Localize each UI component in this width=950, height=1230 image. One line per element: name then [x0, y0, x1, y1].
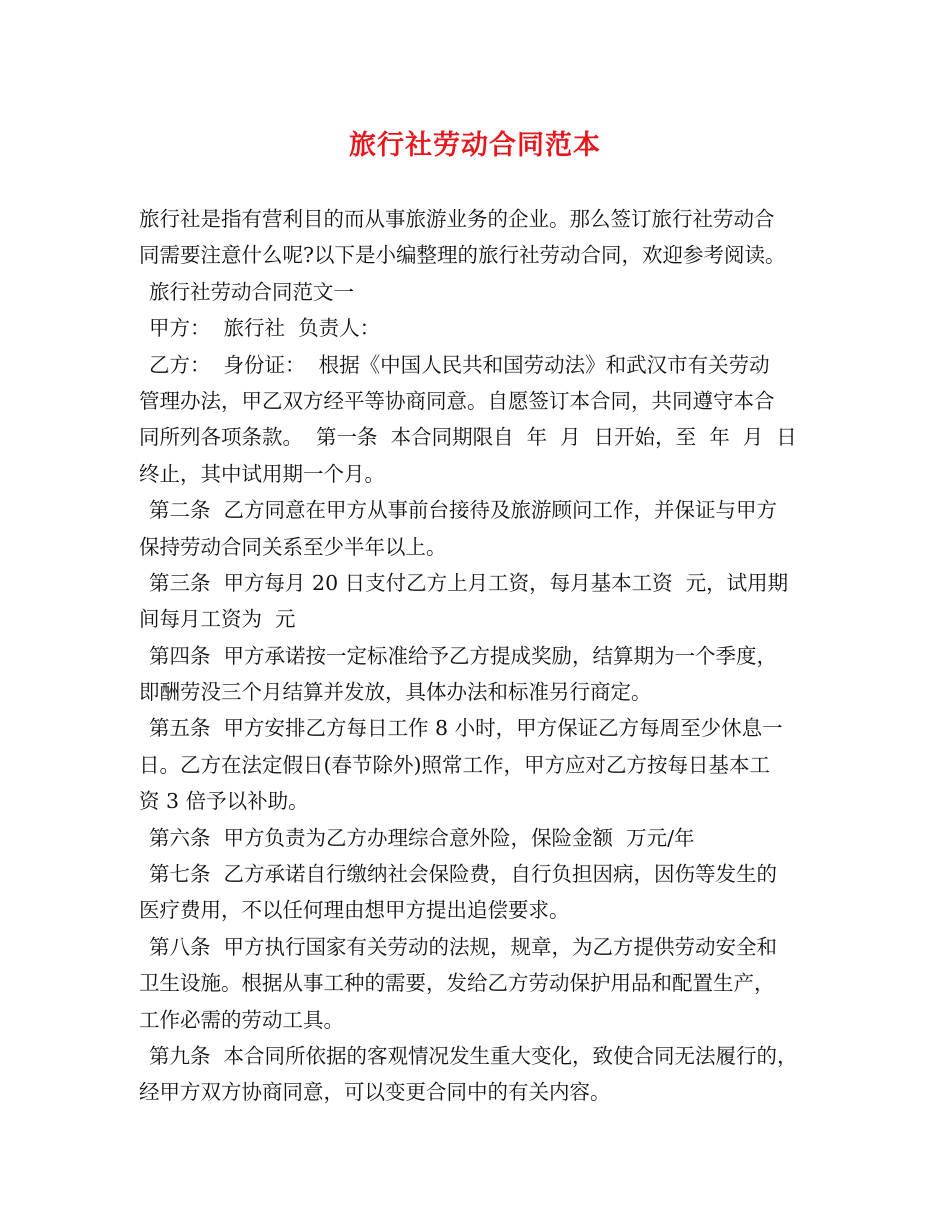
- paragraph-line: 间每月工资为 元: [139, 607, 296, 632]
- paragraph-line: 保持劳动合同关系至少半年以上。: [139, 534, 447, 559]
- paragraph-line: 工作必需的劳动工具。: [139, 1007, 344, 1032]
- article-2-line: 第二条 乙方同意在甲方从事前台接待及旅游顾问工作，并保证与甲方: [149, 498, 778, 523]
- paragraph-line: 同所列各项条款。 第一条 本合同期限自 年 月 日开始，至 年 月 日: [139, 425, 797, 450]
- paragraph-line: 日。乙方在法定假日(春节除外)照常工作，甲方应对乙方按每日基本工: [139, 752, 770, 777]
- paragraph-line: 卫生设施。根据从事工种的需要，发给乙方劳动保护用品和配置生产，: [139, 971, 775, 996]
- article-9-line: 第九条 本合同所依据的客观情况发生重大变化，致使合同无法履行的，: [149, 1043, 798, 1068]
- section-heading: 旅行社劳动合同范文一: [149, 279, 354, 304]
- paragraph-line: 即酬劳没三个月结算并发放，具体办法和标准另行商定。: [139, 680, 652, 705]
- article-5-line: 第五条 甲方安排乙方每日工作 8 小时，甲方保证乙方每周至少休息一: [149, 716, 783, 741]
- paragraph-line: 终止，其中试用期一个月。: [139, 461, 385, 486]
- article-7-line: 第七条 乙方承诺自行缴纳社会保险费，自行负担因病，因伤等发生的: [149, 862, 778, 887]
- paragraph-line: 同需要注意什么呢?以下是小编整理的旅行社劳动合同，欢迎参考阅读。: [139, 243, 786, 268]
- paragraph-line: 旅行社是指有营利目的而从事旅游业务的企业。那么签订旅行社劳动合: [139, 207, 775, 231]
- article-3-line: 第三条 甲方每月 20 日支付乙方上月工资，每月基本工资 元，试用期: [149, 570, 789, 595]
- paragraph-line: 医疗费用，不以任何理由想甲方提出追偿要求。: [139, 898, 570, 923]
- paragraph-line: 资 3 倍予以补助。: [139, 789, 309, 814]
- article-6-line: 第六条 甲方负责为乙方办理综合意外险，保险金额 万元/年: [149, 825, 695, 850]
- party-a-line: 甲方： 旅行社 负责人：: [149, 316, 381, 341]
- article-8-line: 第八条 甲方执行国家有关劳动的法规，规章，为乙方提供劳动安全和: [149, 934, 778, 959]
- article-4-line: 第四条 甲方承诺按一定标准给予乙方提成奖励，结算期为一个季度，: [149, 643, 778, 668]
- paragraph-line: 经甲方双方协商同意，可以变更合同中的有关内容。: [139, 1080, 611, 1105]
- document-body: [139, 201, 816, 1111]
- document-title: 旅行社劳动合同范本: [349, 130, 601, 161]
- paragraph-line: 管理办法，甲乙双方经平等协商同意。自愿签订本合同，共同遵守本合: [139, 388, 775, 413]
- party-b-line: 乙方： 身份证： 根据《中国人民共和国劳动法》和武汉市有关劳动: [149, 352, 770, 377]
